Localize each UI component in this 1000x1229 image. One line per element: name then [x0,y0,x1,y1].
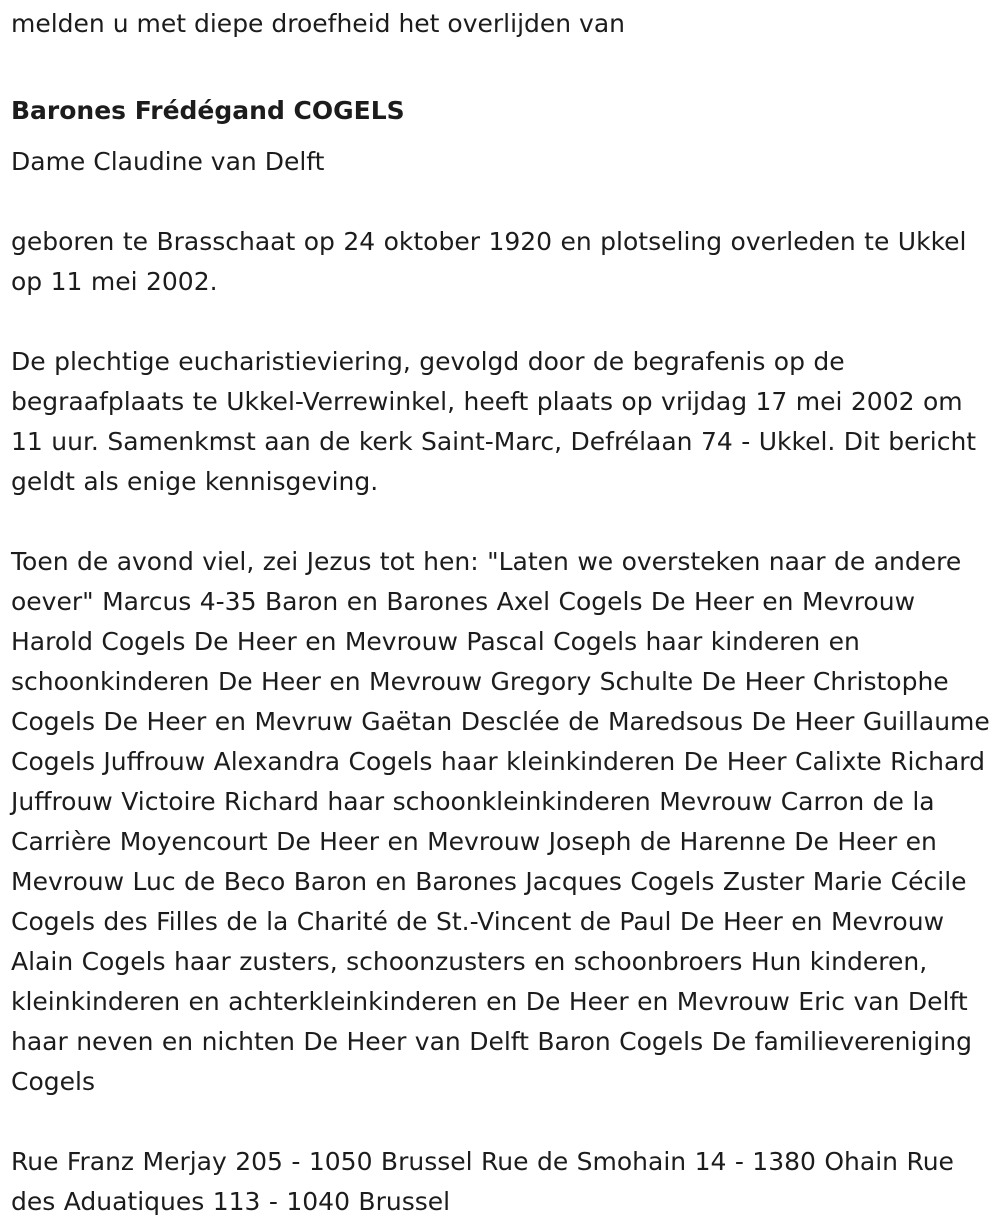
deceased-subname: Dame Claudine van Delft [11,147,325,176]
ceremony-text: De plechtige eucharistieviering, gevolgd door de begrafenis op de begraafplaats te Ukkel-Verrewinkel, heeft plaats op vrijdag 17 mei 2002 om 11 uur. Samenkmst aan de kerk Saint-Marc, Defrélaan 74 - Ukkel. Dit bericht geldt als enige kennisgeving. [11,347,977,496]
birth-death-text: geboren te Brasschaat op 24 oktober 1920 en plotseling overleden te Ukkel op 11 mei 2002. [11,227,967,296]
obituary-notice [11,4,991,1222]
intro-text: melden u met diepe droefheid het overlijden van [11,9,626,38]
deceased-name: Barones Frédégand COGELS [11,96,405,125]
family-text: Toen de avond viel, zei Jezus tot hen: "Laten we oversteken naar de andere oever" Marcus 4-35 Baron en Barones Axel Cogels De Heer en Mevrouw Harold Cogels De Heer en Mevrouw Pascal Cogels haar kinderen en schoonkinderen De Heer en Mevrouw Gregory Schulte De Heer Christophe Cogels De Heer en Mevruw Gaëtan Desclée de Maredsous De Heer Guillaume Cogels Juffrouw Alexandra Cogels haar kleinkinderen De Heer Calixte Richard Juffrouw Victoire Richard haar schoonkleinkinderen Mevrouw Carron de la Carrière Moyencourt De Heer en Mevrouw Joseph de Harenne De Heer en Mevrouw Luc de Beco Baron en Barones Jacques Cogels Zuster Marie Cécile Cogels des Filles de la Charité de St.-Vincent de Paul De Heer en Mevrouw Alain Cogels haar zusters, schoonzusters en schoonbroers Hun kinderen, kleinkinderen en achterkleinkinderen en De Heer en Mevrouw Eric van Delft haar neven en nichten De Heer van Delft Baron Cogels De familievereniging Cogels [11,547,990,1096]
addresses-text: Rue Franz Merjay 205 - 1050 Brussel Rue de Smohain 14 - 1380 Ohain Rue des Aduatiques 113 - 1040 Brussel [11,1147,954,1216]
